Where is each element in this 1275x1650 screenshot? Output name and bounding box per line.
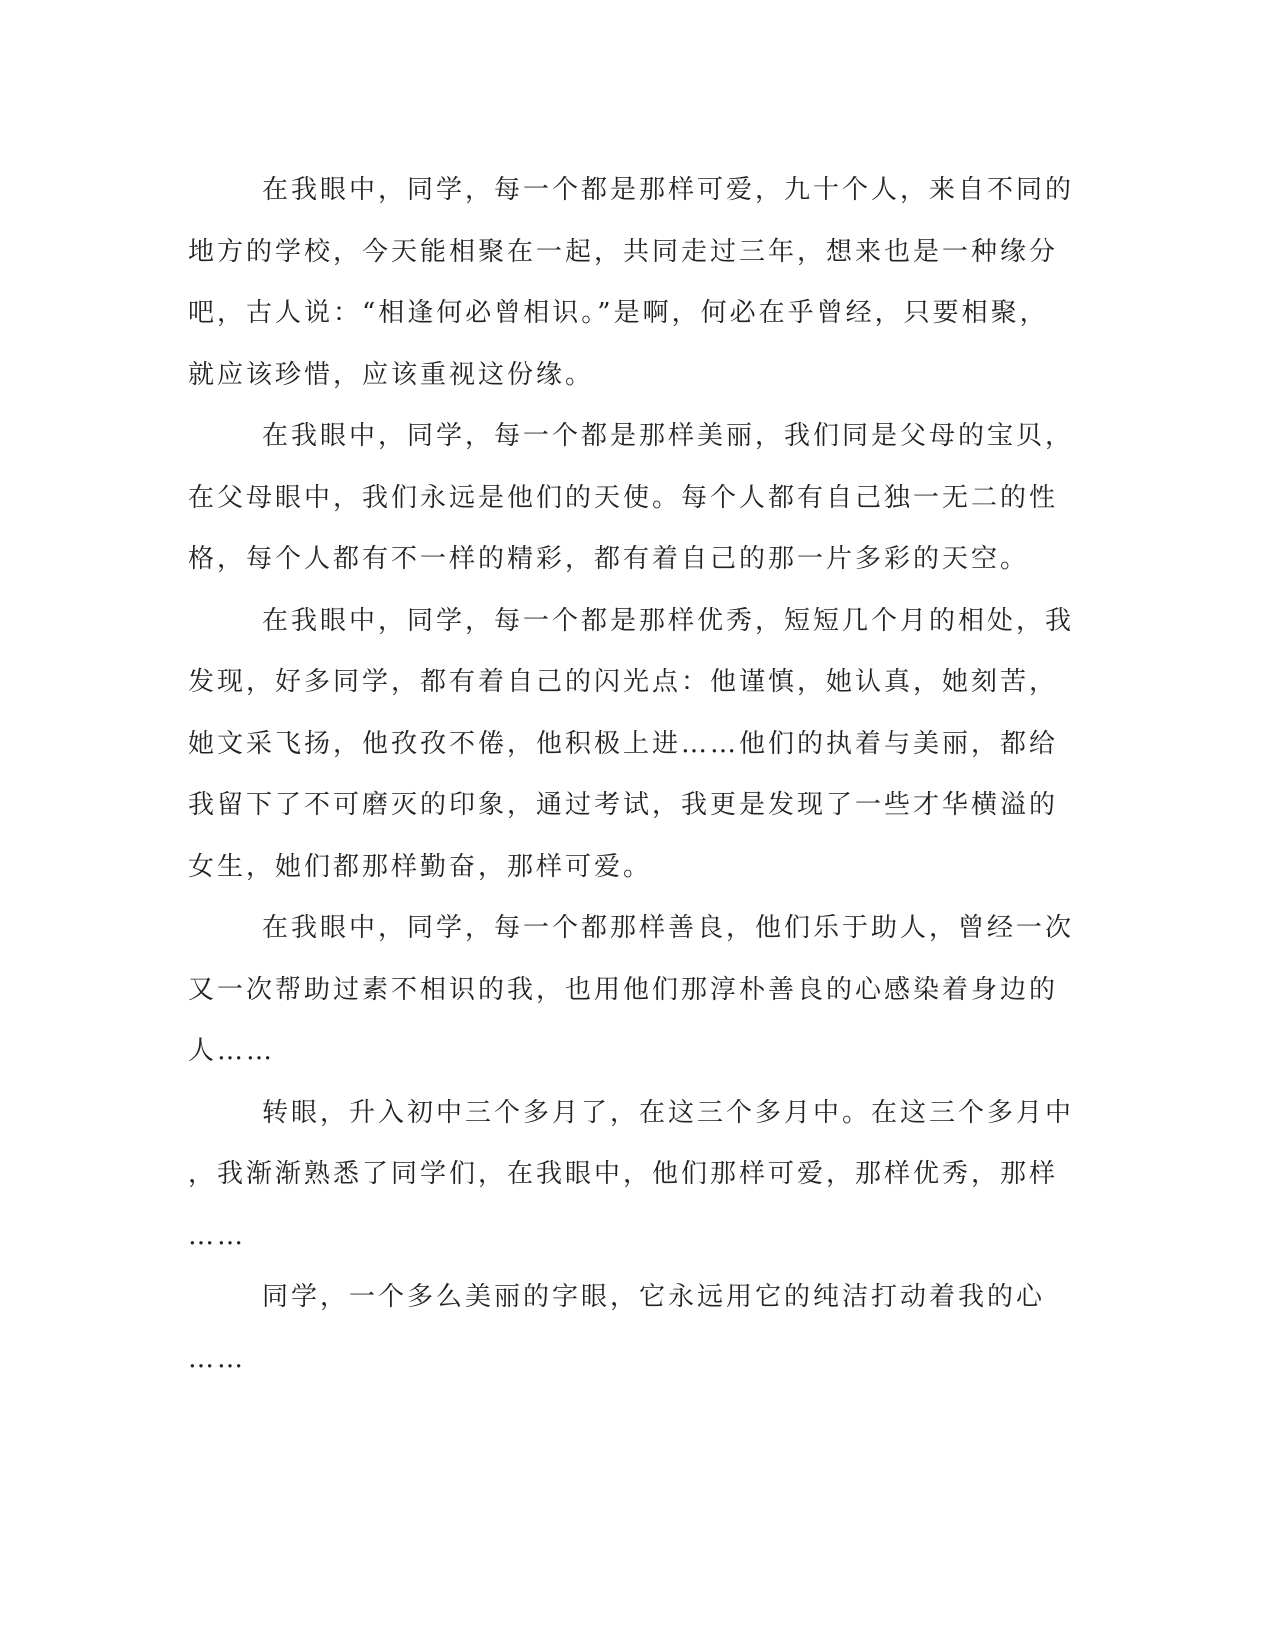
text-line: 同学，一个多么美丽的字眼，它永远用它的纯洁打动着我的心 xyxy=(262,1282,1046,1312)
text-line: 在我眼中，同学，每一个都是那样优秀，短短几个月的相处，我 xyxy=(262,605,1075,636)
text-line: 转眼，升入初中三个多月了，在这三个多月中。在这三个多月中 xyxy=(262,1097,1075,1128)
paragraph-4 xyxy=(188,898,1088,1083)
text-line: 人…… xyxy=(188,1036,276,1066)
paragraph-2 xyxy=(188,406,1088,591)
paragraph-1 xyxy=(188,160,1088,406)
text-line: 吧，古人说：“相逢何必曾相识。”是啊，何必在乎曾经，只要相聚， xyxy=(188,298,1049,328)
paragraph-5 xyxy=(188,1083,1088,1268)
text-line: 她文采飞扬，他孜孜不倦，他积极上进……他们的执着与美丽，都给 xyxy=(188,728,1059,759)
text-line: 就应该珍惜，应该重视这份缘。 xyxy=(188,359,595,390)
paragraph-3 xyxy=(188,591,1088,899)
text-line: …… xyxy=(188,1220,246,1251)
paragraph-6 xyxy=(188,1267,1088,1390)
text-line: …… xyxy=(188,1343,246,1374)
text-line: 在我眼中，同学，每一个都是那样可爱，九十个人，来自不同的 xyxy=(262,175,1075,205)
text-line: 在父母眼中，我们永远是他们的天使。每个人都有自己独一无二的性 xyxy=(188,482,1059,513)
text-line: 我留下了不可磨灭的印象，通过考试，我更是发现了一些才华横溢的 xyxy=(188,790,1059,820)
text-line: 在我眼中，同学，每一个都那样善良，他们乐于助人，曾经一次 xyxy=(262,913,1075,943)
text-line: 地方的学校，今天能相聚在一起，共同走过三年，想来也是一种缘分 xyxy=(188,236,1059,267)
text-line: ，我渐渐熟悉了同学们，在我眼中，他们那样可爱，那样优秀，那样 xyxy=(188,1159,1059,1189)
essay-body xyxy=(188,160,1088,1390)
text-line: 又一次帮助过素不相识的我，也用他们那淳朴善良的心感染着身边的 xyxy=(188,974,1059,1005)
text-line: 女生，她们都那样勤奋，那样可爱。 xyxy=(188,851,653,882)
text-line: 在我眼中，同学，每一个都是那样美丽，我们同是父母的宝贝， xyxy=(262,421,1075,451)
text-line: 发现，好多同学，都有着自己的闪光点：他谨慎，她认真，她刻苦， xyxy=(188,667,1059,697)
text-line: 格，每个人都有不一样的精彩，都有着自己的那一片多彩的天空。 xyxy=(188,544,1030,574)
